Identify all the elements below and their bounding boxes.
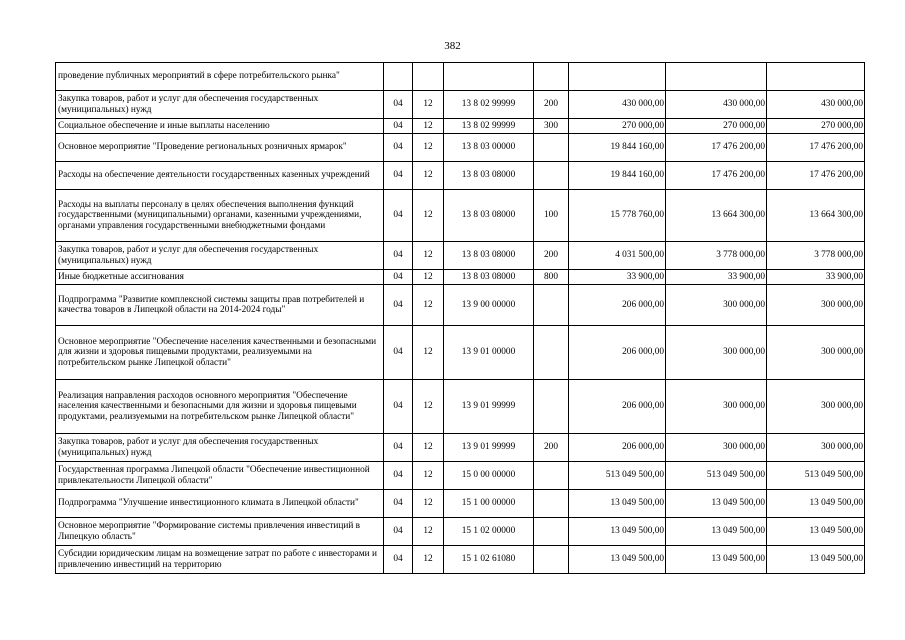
subsection-code: 12 — [413, 285, 444, 326]
amount-year-3: 33 900,00 — [767, 270, 865, 285]
amount-year-3: 17 476 200,00 — [767, 134, 865, 162]
target-code: 13 9 00 00000 — [444, 285, 534, 326]
amount-year-1: 13 049 500,00 — [569, 490, 666, 518]
subsection-code: 12 — [413, 270, 444, 285]
amount-year-1: 206 000,00 — [569, 285, 666, 326]
amount-year-1: 430 000,00 — [569, 91, 666, 119]
target-code: 13 8 03 08000 — [444, 190, 534, 242]
amount-year-2: 13 664 300,00 — [666, 190, 767, 242]
row-name: Закупка товаров, работ и услуг для обеспечения государственных (муниципальных) нужд — [56, 242, 384, 270]
amount-year-2: 300 000,00 — [666, 326, 767, 380]
amount-year-3: 300 000,00 — [767, 285, 865, 326]
amount-year-3: 513 049 500,00 — [767, 462, 865, 490]
expense-type-code — [534, 326, 569, 380]
amount-year-3: 300 000,00 — [767, 434, 865, 462]
amount-year-2: 17 476 200,00 — [666, 134, 767, 162]
amount-year-2: 513 049 500,00 — [666, 462, 767, 490]
amount-year-1: 19 844 160,00 — [569, 134, 666, 162]
table-row — [56, 270, 865, 285]
amount-year-2: 13 049 500,00 — [666, 518, 767, 546]
amount-year-1: 513 049 500,00 — [569, 462, 666, 490]
amount-year-1: 33 900,00 — [569, 270, 666, 285]
target-code: 13 9 01 00000 — [444, 326, 534, 380]
amount-year-1 — [569, 63, 666, 91]
section-code: 04 — [384, 134, 413, 162]
section-code — [384, 63, 413, 91]
target-code: 15 1 00 00000 — [444, 490, 534, 518]
expense-type-code: 200 — [534, 434, 569, 462]
row-name: Подпрограмма "Улучшение инвестиционного климата в Липецкой области" — [56, 490, 384, 518]
subsection-code: 12 — [413, 242, 444, 270]
subsection-code: 12 — [413, 190, 444, 242]
amount-year-3: 17 476 200,00 — [767, 162, 865, 190]
target-code: 13 8 03 08000 — [444, 270, 534, 285]
amount-year-1: 19 844 160,00 — [569, 162, 666, 190]
row-name: проведение публичных мероприятий в сфере потребительского рынка" — [56, 63, 384, 91]
amount-year-3: 3 778 000,00 — [767, 242, 865, 270]
row-name: Основное мероприятие "Формирование системы привлечения инвестиций в Липецкую область" — [56, 518, 384, 546]
target-code: 13 8 02 99999 — [444, 119, 534, 134]
amount-year-1: 206 000,00 — [569, 434, 666, 462]
section-code: 04 — [384, 119, 413, 134]
amount-year-3: 300 000,00 — [767, 326, 865, 380]
amount-year-3: 13 049 500,00 — [767, 490, 865, 518]
expense-type-code — [534, 380, 569, 434]
target-code: 15 1 02 61080 — [444, 546, 534, 574]
amount-year-2: 300 000,00 — [666, 380, 767, 434]
table-row — [56, 63, 865, 91]
amount-year-2: 33 900,00 — [666, 270, 767, 285]
target-code: 13 8 03 08000 — [444, 162, 534, 190]
expense-type-code: 200 — [534, 242, 569, 270]
table-row — [56, 518, 865, 546]
subsection-code — [413, 63, 444, 91]
expense-type-code — [534, 490, 569, 518]
subsection-code: 12 — [413, 91, 444, 119]
target-code: 13 8 02 99999 — [444, 91, 534, 119]
section-code: 04 — [384, 270, 413, 285]
row-name: Социальное обеспечение и иные выплаты населению — [56, 119, 384, 134]
subsection-code: 12 — [413, 119, 444, 134]
subsection-code: 12 — [413, 490, 444, 518]
row-name: Подпрограмма "Развитие комплексной системы защиты прав потребителей и качества товаров в Липецкой области на 2014-2024 годы" — [56, 285, 384, 326]
amount-year-2: 430 000,00 — [666, 91, 767, 119]
section-code: 04 — [384, 242, 413, 270]
amount-year-2: 270 000,00 — [666, 119, 767, 134]
subsection-code: 12 — [413, 434, 444, 462]
amount-year-1: 206 000,00 — [569, 326, 666, 380]
expense-type-code — [534, 518, 569, 546]
expense-type-code: 200 — [534, 91, 569, 119]
section-code: 04 — [384, 190, 413, 242]
page-number: 382 — [444, 40, 461, 52]
amount-year-3: 430 000,00 — [767, 91, 865, 119]
subsection-code: 12 — [413, 134, 444, 162]
row-name: Закупка товаров, работ и услуг для обеспечения государственных (муниципальных) нужд — [56, 91, 384, 119]
expense-type-code: 300 — [534, 119, 569, 134]
section-code: 04 — [384, 434, 413, 462]
amount-year-3: 13 049 500,00 — [767, 546, 865, 574]
table-row — [56, 242, 865, 270]
amount-year-3 — [767, 63, 865, 91]
section-code: 04 — [384, 162, 413, 190]
row-name: Субсидии юридическим лицам на возмещение затрат по работе с инвесторами и привлечению инвестиций на территорию — [56, 546, 384, 574]
row-name: Иные бюджетные ассигнования — [56, 270, 384, 285]
section-code: 04 — [384, 462, 413, 490]
target-code: 15 0 00 00000 — [444, 462, 534, 490]
amount-year-2: 300 000,00 — [666, 434, 767, 462]
amount-year-1: 270 000,00 — [569, 119, 666, 134]
amount-year-2: 13 049 500,00 — [666, 546, 767, 574]
expense-type-code — [534, 134, 569, 162]
section-code: 04 — [384, 546, 413, 574]
row-name: Основное мероприятие "Обеспечение населения качественными и безопасными для жизни и здоровья пищевыми продуктами, реализуемыми на потребительском рынке Липецкой области" — [56, 326, 384, 380]
table-row — [56, 285, 865, 326]
target-code: 13 9 01 99999 — [444, 434, 534, 462]
section-code: 04 — [384, 380, 413, 434]
expense-type-code — [534, 546, 569, 574]
table-row — [56, 162, 865, 190]
table-row — [56, 434, 865, 462]
table-row — [56, 119, 865, 134]
target-code: 13 8 03 00000 — [444, 134, 534, 162]
amount-year-2: 13 049 500,00 — [666, 490, 767, 518]
subsection-code: 12 — [413, 380, 444, 434]
target-code: 13 8 03 08000 — [444, 242, 534, 270]
row-name: Реализация направления расходов основного мероприятия "Обеспечение населения качественными и безопасными для жизни и здоровья пищевыми продуктами, реализуемыми на потребительском рынке Липецкой области" — [56, 380, 384, 434]
amount-year-3: 300 000,00 — [767, 380, 865, 434]
amount-year-3: 270 000,00 — [767, 119, 865, 134]
amount-year-1: 15 778 760,00 — [569, 190, 666, 242]
row-name: Государственная программа Липецкой области "Обеспечение инвестиционной привлекательности Липецкой области" — [56, 462, 384, 490]
section-code: 04 — [384, 518, 413, 546]
table-row — [56, 380, 865, 434]
amount-year-2: 17 476 200,00 — [666, 162, 767, 190]
subsection-code: 12 — [413, 518, 444, 546]
amount-year-1: 13 049 500,00 — [569, 546, 666, 574]
table-row — [56, 462, 865, 490]
table-row — [56, 326, 865, 380]
section-code: 04 — [384, 326, 413, 380]
expense-type-code — [534, 462, 569, 490]
subsection-code: 12 — [413, 326, 444, 380]
table-row — [56, 490, 865, 518]
amount-year-1: 206 000,00 — [569, 380, 666, 434]
target-code: 15 1 02 00000 — [444, 518, 534, 546]
row-name: Расходы на выплаты персоналу в целях обеспечения выполнения функций государственными (муниципальными) органами, казенными учреждениями, органами управления государственными внебюджетными фондами — [56, 190, 384, 242]
expense-type-code — [534, 162, 569, 190]
amount-year-3: 13 664 300,00 — [767, 190, 865, 242]
section-code: 04 — [384, 490, 413, 518]
amount-year-2: 3 778 000,00 — [666, 242, 767, 270]
subsection-code: 12 — [413, 462, 444, 490]
amount-year-2 — [666, 63, 767, 91]
table-row — [56, 91, 865, 119]
amount-year-1: 4 031 500,00 — [569, 242, 666, 270]
expense-type-code — [534, 285, 569, 326]
subsection-code: 12 — [413, 546, 444, 574]
budget-table — [55, 62, 865, 574]
target-code: 13 9 01 99999 — [444, 380, 534, 434]
target-code — [444, 63, 534, 91]
table-row — [56, 134, 865, 162]
section-code: 04 — [384, 91, 413, 119]
expense-type-code — [534, 63, 569, 91]
expense-type-code: 100 — [534, 190, 569, 242]
section-code: 04 — [384, 285, 413, 326]
row-name: Закупка товаров, работ и услуг для обеспечения государственных (муниципальных) нужд — [56, 434, 384, 462]
amount-year-3: 13 049 500,00 — [767, 518, 865, 546]
subsection-code: 12 — [413, 162, 444, 190]
row-name: Расходы на обеспечение деятельности государственных казенных учреждений — [56, 162, 384, 190]
amount-year-2: 300 000,00 — [666, 285, 767, 326]
table-row — [56, 190, 865, 242]
expense-type-code: 800 — [534, 270, 569, 285]
row-name: Основное мероприятие "Проведение региональных розничных ярмарок" — [56, 134, 384, 162]
amount-year-1: 13 049 500,00 — [569, 518, 666, 546]
table-row — [56, 546, 865, 574]
